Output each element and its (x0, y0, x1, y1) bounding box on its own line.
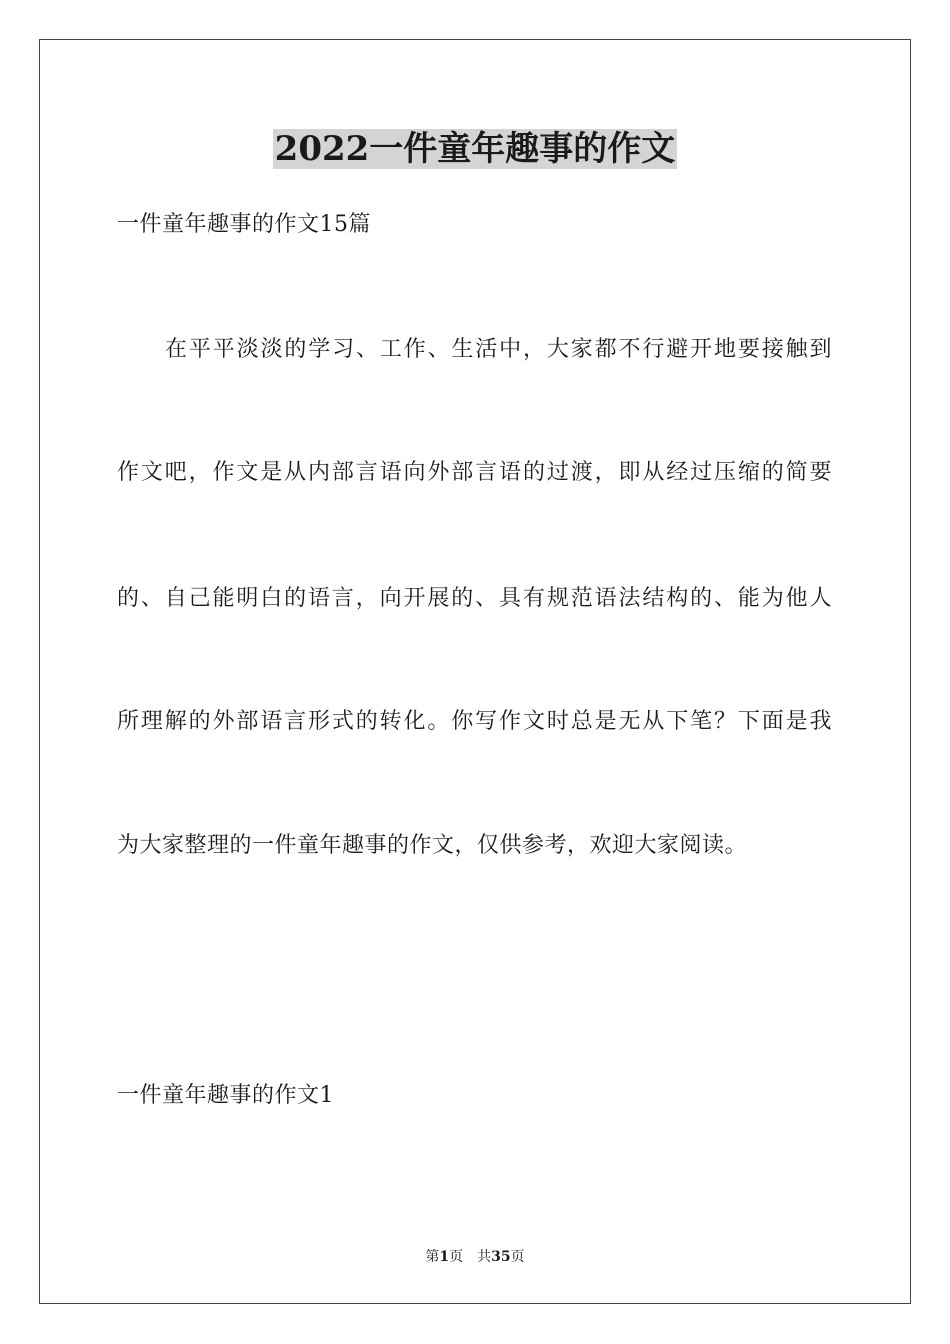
page-number-footer (0, 1247, 950, 1267)
section-heading: 一件童年趣事的作文1 (117, 1083, 334, 1108)
document-title-text: 2022一件童年趣事的作文 (274, 129, 676, 169)
footer-mid: 页 共 (449, 1249, 492, 1265)
intro-line-1: 在平平淡淡的学习、工作、生活中，大家都不行避开地要接触到 (165, 337, 832, 362)
intro-line-3: 的、自己能明白的语言，向开展的、具有规范语法结构的、能为他人 (117, 586, 832, 611)
footer-total-pages: 35 (491, 1249, 511, 1265)
intro-line-2: 作文吧，作文是从内部言语向外部言语的过渡，即从经过压缩的简要 (117, 460, 832, 485)
document-subtitle: 一件童年趣事的作文15篇 (117, 212, 371, 237)
intro-line-4: 所理解的外部语言形式的转化。你写作文时总是无从下笔？下面是我 (117, 709, 832, 734)
document-title (0, 127, 950, 171)
footer-prefix: 第 (425, 1249, 440, 1265)
footer-current-page: 1 (439, 1249, 450, 1265)
intro-line-5: 为大家整理的一件童年趣事的作文，仅供参考，欢迎大家阅读。 (117, 833, 748, 858)
footer-suffix: 页 (510, 1249, 525, 1265)
